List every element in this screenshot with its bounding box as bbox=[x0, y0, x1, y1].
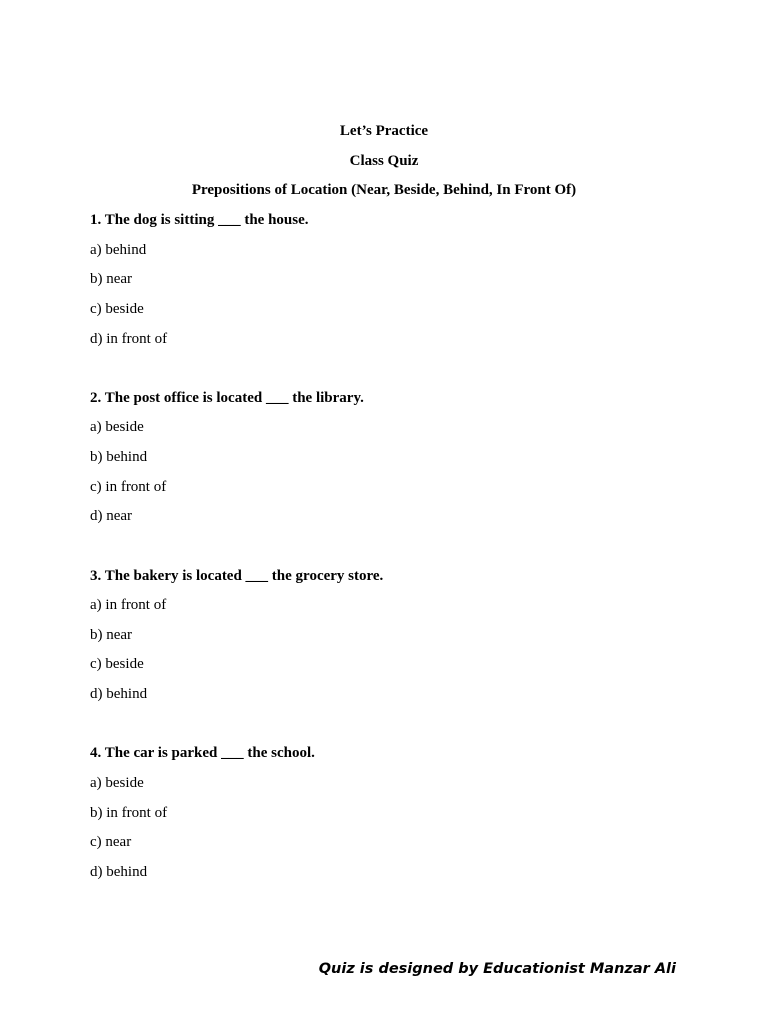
page-title: Let’s Practice bbox=[339, 123, 429, 139]
question-2-option-d: d) near bbox=[90, 508, 133, 524]
question-1: 1. The dog is sitting ___ the house. bbox=[90, 212, 309, 228]
question-4-option-d: d) behind bbox=[90, 864, 148, 880]
quiz-topic: Prepositions of Location (Near, Beside, Behind, In Front Of) bbox=[191, 182, 577, 198]
question-2-option-c: c) in front of bbox=[90, 479, 167, 495]
question-4-option-c: c) near bbox=[90, 834, 132, 850]
question-2-option-b: b) behind bbox=[90, 449, 148, 465]
question-3-option-d: d) behind bbox=[90, 686, 148, 702]
page-subtitle: Class Quiz bbox=[349, 153, 419, 169]
question-1-option-c: c) beside bbox=[90, 301, 144, 317]
question-1-option-a: a) behind bbox=[90, 242, 147, 258]
question-2: 2. The post office is located ___ the library. bbox=[90, 390, 364, 406]
question-1-option-b: b) near bbox=[90, 271, 133, 287]
question-3: 3. The bakery is located ___ the grocery store. bbox=[90, 568, 384, 584]
question-1-option-d: d) in front of bbox=[90, 331, 168, 347]
question-3-option-b: b) near bbox=[90, 627, 133, 643]
question-3-option-c: c) beside bbox=[90, 656, 144, 672]
question-3-option-a: a) in front of bbox=[90, 597, 167, 613]
question-4-option-b: b) in front of bbox=[90, 805, 168, 821]
question-4: 4. The car is parked ___ the school. bbox=[90, 745, 315, 761]
question-4-option-a: a) beside bbox=[90, 775, 144, 791]
question-2-option-a: a) beside bbox=[90, 419, 144, 435]
author-credit: Quiz is designed by Educationist Manzar Ali bbox=[318, 961, 676, 977]
